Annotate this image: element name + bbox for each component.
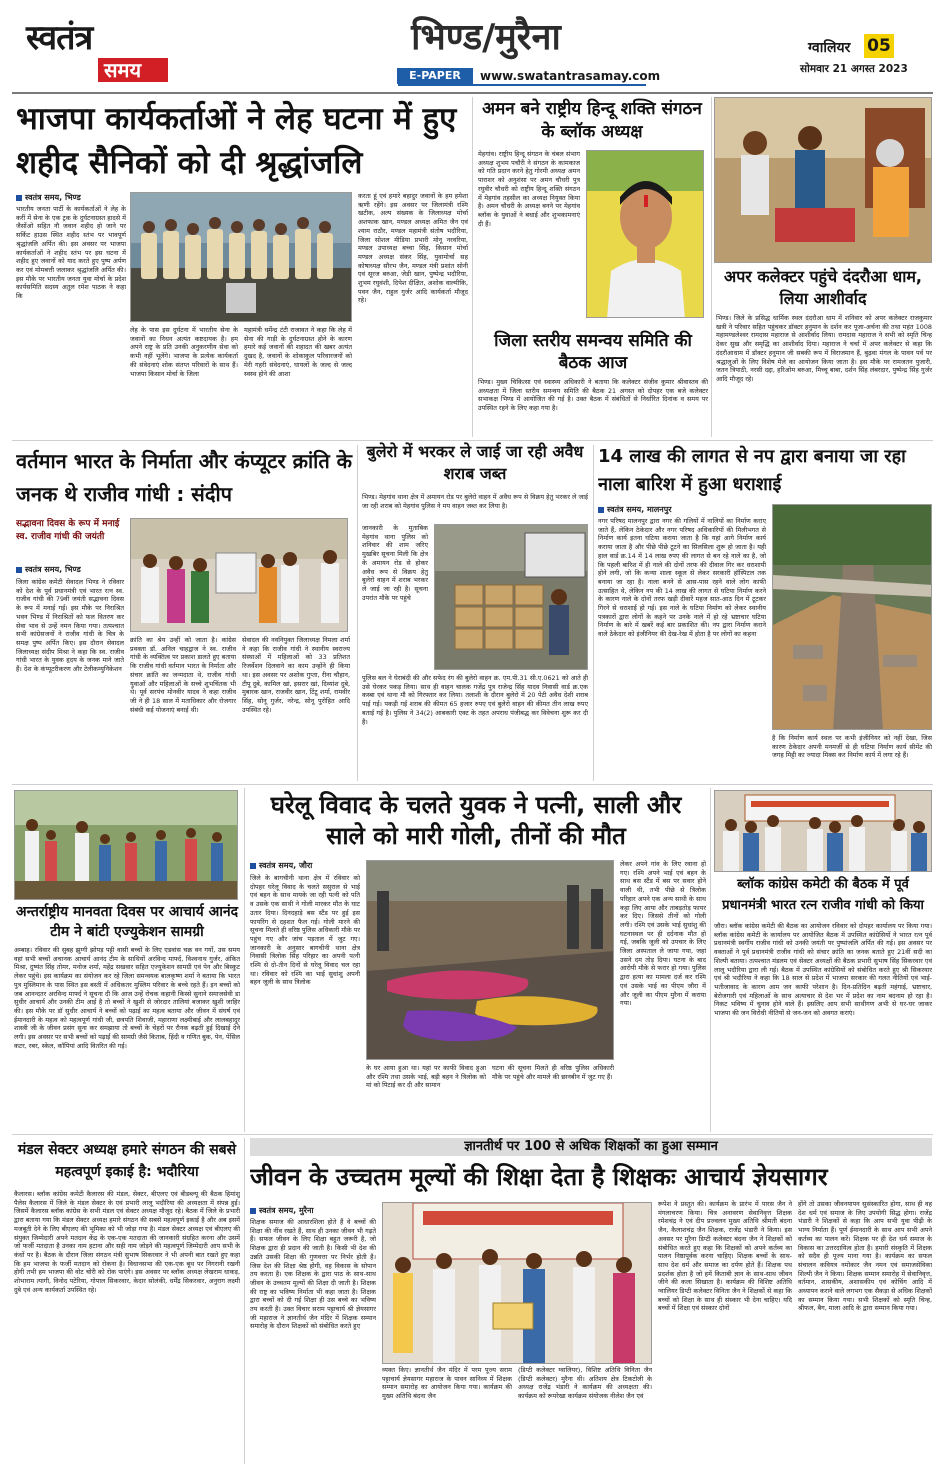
leh-text-col2: लेह के पास इस दुर्घटना में भारतीय सेना के जवानों का निधन अत्यंत कष्टदायक है। हम अपने राष्ट्र के प्रति उनकी अनुकरणीय सेवा को कभी नहीं भूलेंगे। भाजपा के प्रत्येक कार्यकर्ता की संवेदनाएं शोक संतप्त परिवारों के साथ हैं। भाजपा किसान मोर्चा के जिला: [130, 326, 238, 378]
bolero-headline: बुलेरो में भरकर ले जाई जा रही अवैध शराब जब्त: [366, 442, 584, 483]
gharelu-text-col3: घटना की सूचना मिलते ही वरिष्ठ पुलिस अधिकारी मौके पर पहुंचे और मामले की छानबीन में जुट गए हैं।: [492, 1064, 614, 1081]
mandal-headline: मंडल सेक्टर अध्यक्ष हमारे संगठन की सबसे महत्वपूर्ण इकाई है: भदौरिया: [17, 1142, 237, 1180]
bolero-text-col1: जानकारी के मुताबिक मेहगांव थाना पुलिस को शनिवार की शाम जरिए मुखबिर सूचना मिली कि क्षेत्र के अमायन रोड से होकर अवैध रूप से विक्रय हेतु बुलेरो वाहन में शराब भरकर ले जाई जा रही है। सूचना उपरांत मौके पर पहुंचे: [362, 524, 428, 602]
aman-text: मेहगांव। राष्ट्रीय हिन्दू संगठन के चंबल संभाग अध्यक्ष शुभम पचौरी ने संगठन के कामकाज को गति प्रदान करने हेतु गोरमी अध्यक्ष अमन पाराशर को अनुशंसा पर अमन चौधरी पुत्र रघुवीर चौधरी को राष्ट्रीय हिन्दू शक्ति संगठन में मेहगांव तहसील का अध्यक्ष नियुक्त किया है। अमन चौधरी के अध्यक्ष बनने पर मेहगांव ब्लॉक के युवाओं ने बधाई और शुभकामनाएं दी हैं।: [478, 150, 580, 228]
masthead: [0, 0, 945, 92]
shikshak-text-col2: (डिप्टी कलेक्टर ग्वालियर), विशिष्ट अतिथि विनिता जैन (डिप्टी कलेक्टर) मुरैना थी। अतिशय क्षेत्र टिकटोली के अध्यक्ष राजेंद्र भंडारी ने कार्यक्रम की अध्यक्षता की। कार्यक्रम को रूपरेखा कार्यक्रम संयोजक नीलेश जैन एवं: [518, 1366, 652, 1401]
website-url[interactable]: www.swatantrasamay.com: [480, 69, 661, 83]
rajiv-text-col2: क्रांति का श्रेय उन्हीं को जाता है। कांग्रेस प्रवक्ता डॉ. अनिल चाहद्वाज ने स्व. राजीव गांधी के व्यक्तित्व पर प्रकाश डालते हुए बताया कि राजीव गांधी वर्तमान भारत के निर्माता और संचार क्रांति का जन्मदाता थे, राजीव गांधी युवाओं और महिलाओं के सच्चे शुभचिंतक भी थे। पूर्व सरपंच मोनवीर यादव ने कहा राजीव जी ने ही 18 साल में मताधिकार और रोजगार संबंधी कई योजनाएं बनाई थी।: [130, 636, 236, 714]
rajiv-subhead: सद्भावना दिवस के रूप में मनाई स्व. राजीव गांधी की जयंती: [16, 519, 120, 542]
divider-rajiv-right: [357, 445, 358, 781]
logo-bottom-text: समय: [104, 58, 142, 82]
shikshak-text-col1b: व्यक्त किए। ज्ञानतीर्थ जैन मंदिर में परम पूज्य सराम पट्टाचार्य ज्ञेयसागर महाराज के पावन सानिध्य में शिक्षक सम्मान समारोह का आयोजन किया गया। कार्यक्रम की मुख्य अतिथि बंदना जैन: [382, 1366, 512, 1401]
masthead-bottom-rule: [12, 92, 933, 94]
gharelu-text-col2: के घर आया हुआ था। यहां पर काफी विवाद हुआ और रश्मि तथा उसके भाई, बड़ी बहन ने त्रिलोक को मां को पिटाई कर दी और सामान: [366, 1064, 486, 1090]
masthead-rule: [398, 84, 646, 86]
shikshak-headline: जीवन के उच्चतम मूल्यों की शिक्षा देता है शिक्षकः आचार्य ज्ञेयसागर: [250, 1163, 828, 1191]
samanvay-headline: जिला स्तरीय समन्वय समिति की बैठक आज: [494, 331, 692, 373]
epaper-badge: E-PAPER: [397, 68, 473, 84]
edition-title: भिण्ड/मुरैना: [411, 17, 561, 58]
divider-bolero-right: [593, 445, 594, 781]
nala-byline: स्वतंत्र समय, मालनपुर: [598, 504, 758, 515]
shikshak-text-col1: शिक्षक समाज की आधारशिला होते हैं वे बच्चों की शिक्षा की नींव रखते हैं, साथ ही उनका जीवन भी गढ़ते हैं। सफल जीवन के लिए शिक्षा बहुत जरूरी है, जो शिक्षक द्वारा ही प्रदान की जाती है। किसी भी देश की उन्नति उसकी शिक्षा की गुणवत्ता पर निर्भर होती है। जिस देश की शिक्षा श्रेष्ठ होगी, वह विकास के सोपान तय करता है। एक शिक्षक के द्वारा पाठ के साथ-साथ जीवन के उच्चतम मूल्यों की शिक्षा दी जाती है। शिक्षक की राष्ट्र का भविष्य निर्माता भी कहा जाता है। शिक्षक द्वारा बच्चों को दी गई शिक्षा ही उस बच्चे का भविष्य तय करती है। उक्त विचार सराम पट्टाचार्य श्री ज्ञेयसागर जी महाराज ने ज्ञानतीर्थ जैन मंदिर में शिक्षक सम्मान समारोह के दौरान शिक्षकों को संबोधित करते हुए: [250, 1218, 376, 1331]
leh-tribute-photo: [130, 192, 352, 322]
nala-headline: 14 लाख की लागत से नप द्वारा बनाया जा रहा नाला बारिश में हुआ धराशाई: [598, 446, 906, 495]
rajiv-headline: वर्तमान भारत के निर्माता और कंप्यूटर क्रांति के जनक थे राजीव गांधी : संदीप: [16, 449, 353, 506]
rajiv-text-col1: जिला कांग्रेस कमेटी सेवादल भिण्ड ने रविवार को देश के पूर्व प्रधानमंत्री एवं भारत रत्न स्व. राजीव गांधी की 79वीं जयंती सद्भावना दिवस के रूप में मनाई गई। इस मौके पर निराश्रित भवन भिण्ड में निराश्रितों को फल वितरण कर सेवा भाव से उन्हें नमन किया गया। तत्पश्चात सभी कांग्रेसजनों ने राजीव गांधी के चित्र के समक्ष पुष्प अर्पित किए। इस दौरान सेवादल जिलाध्यक्ष संदीप मिश्रा ने कहा कि स्व. राजीव गांधी भारत के युवक हृदय के जनक माने जाते हैं। देश के कंप्यूटरीकरण और टेलीकम्युनिकेशन: [16, 578, 124, 674]
leh-text-col4: करता हूं एवं हमारे बहादुर जवानों के हम हमेशा ऋणी रहेंगे। इस अवसर पर जिलामंत्री रश्मि खटीक, अल्प संख्यक के जिलाध्यक्ष मोर्चा अशफाक खान, मण्डल अध्यक्ष अमित जैन एवं श्याम राठौर, मण्डल महामंत्री संतोष भदौरिया, जिला सोशल मीडिया प्रभारी मोनू नरवरिया, मण्डल उपाध्यक्ष बच्चा सिंह, किसान मोर्चा मण्डल अध्यक्ष संकर सिंह, युवामोर्चा सह कोषाध्यक्ष सौरभ जैन, मण्डल मंत्री प्रशांत सोनी एवं सूरज बरुआ, जेडी खान, पुष्पेन्द्र भदौरिया, शुभम रघुवंशी, दिपेश दीक्षित, अशोक वाल्मीकि, पवन जैन, राहुल गुर्जर आदि कार्यकर्ता मौजूद रहे।: [358, 192, 468, 305]
row2-bottom-rule: [12, 784, 933, 785]
manavta-text: अम्बाह। रविवार की सुबह झुग्गी झोपड़ पट्टी वासी बच्चों के लिए एडवांस चक्र वन गर्यो, उस समय वहां सभी बच्चों अचानक आचार्य आनंद टीम के साथियों अरविन्द मार्फ्द, विश्वनाथ गुर्जर, अंकित मिश्रा, दुष्यंत सिंह तोमर, मनोज शर्मा, महेंद्र सखवार सहित एज्युकेशन सामग्री एवं पेन और बिस्कुट लेकर पहुंचे। इस कार्यक्रम का संयोजन कर रहे जिला समन्वयक बालकृष्ण शर्मा ने बताया कि भारत पुत्र मुस्लिमान के पास स्थित इस बस्ती में अधिकतर मुस्लिम परिवार के बच्चे रहते हैं। इन बच्चों को जब आनन्दतर अरविन्द मार्फ्द ने सूचना दी कि आज उन्हें रोचक कहानी किस्से सुनाने समाजसेवी डा सुधीर आचार्य और उनकी टीम आई है तो बच्चों ने खुशी से जोरदार तालियां बजाकर खुशी जाहिर की। इस मौके पर डॉ सुधीर आचार्य ने बच्चों को पढ़ाई का महत्व बताया और जीवन में संघर्ष एवं ईमानदारी के महत्व को महत्वपूर्ण गांधी जी, छत्रपति शिवाजी, महाराणा लक्ष्मीबाई और लालबहादुर शास्त्री जी के जीवन प्रसंग सुना कर समझाया तो बच्चों के चेहरों पर रौनक बढ़ती हुई दिखाई देने लगी। इस अवसर पर सभी बच्चों को पढ़ाई की सामग्री जैसे किताब, हिंदी व गणित बुक, पेन, पेंसिल कटर, रबर, स्केल, कॉपियां आदि वितरित की गई।: [14, 946, 240, 1050]
divider-mandal-right: [244, 1138, 245, 1464]
rajiv-jayanti-photo: [130, 518, 348, 632]
newspaper-logo[interactable]: [26, 18, 176, 82]
divider-gharelu-right: [710, 788, 711, 1132]
shikshak-text-col3: रूपेश ने प्रस्तुत की। कार्यक्रम के प्रारंभ में पारस जैन ने मंगलाचरण किया। चित्र अनावरण सेवानिवृत्त शिक्षक रमेशचंद्र ने एवं दीप प्रज्वलन मुख्य अतिथि श्रीमती बंदना जैन, कैलाशचंद्र जैन शिक्षक, राजेंद्र भंडारी ने किया। इस अवसर पर मुरैना डिप्टी कलेक्टर बंदना जैन ने शिक्षकों को संबोधित करते हुए कहा कि शिक्षकों को अपने कर्तव्य का पालन निष्ठापूर्वक करना चाहिए। शिक्षक बच्चों के साथ-साथ देश धर्म और समाज का दर्पण होते हैं। शिक्षक पथ प्रदर्शक होता है जो हमें किताबी ज्ञान के साथ-साथ जीवन जीने की कला सिखाता है। कार्यक्रम की विशिष्ट अतिथि ग्वालियर डिप्टी कलेक्टर विनिता जैन ने शिक्षकों से कहा कि बच्चों को शिक्षा के साथ ही संस्कार भी देना चाहिए। यदि बच्चों में शिक्षा एवं संस्कार दोनों: [658, 1200, 792, 1313]
leh-headline: भाजपा कार्यकर्ताओं ने लेह घटना में हुए शहीद सैनिकों को दी श्रृद्धांजलि: [16, 101, 457, 181]
shikshak-text-col4: होंगे तो उसका जीवनयापन सुसंस्कारित होगा, साथ ही वह देश धर्म एवं समाज के लिए उपयोगी सिद्ध होगा। राजेंद्र भंडारी ने शिक्षकों से कहा कि आप सभी युवा पीढ़ी के भाग्य निर्माता हैं। पूर्ण ईमानदारी के साथ आप सभी अपने कर्तव्य का पालन करें। शिक्षक पर ही देश धर्म समाज के विकास का उत्तरदायित्व होता है। हमारी संस्कृति में शिक्षक को सदैव ही पूज्य माना गया है। कार्यक्रम का सफल संचालन कवियत्र नमोकार जैन नमन एवं समाजसेविका शिल्पी जैन ने किया। शिक्षक सम्मान समारोह में सेवानिवृत्त, वर्तमान, शासकीय, अशासकीय एवं कोचिंग आदि में अध्यापन कराने वाले लगभग एक सैकड़ा से अधिक शिक्षकों का सम्मान किया गया। सभी शिक्षकों को स्मृति चिन्ह, श्रीफल, बैग, माला आदि के द्वारा सम्मान किया गया।: [798, 1200, 932, 1313]
page-number: 05: [867, 36, 891, 56]
bolero-lead: भिण्ड। मेहगांव थाना क्षेत्र में अमायन रोड पर बुलेरो वाहन में अवैध रूप से विक्रय हेतु भरकर ले जाई जा रही शराब को मेहगांव पुलिस ने मय वाहन जब्त कर लिया है।: [362, 493, 588, 510]
leh-byline: स्वतंत्र समय, भिण्ड: [16, 192, 136, 203]
shikshak-byline: स्वतंत्र समय, मुरैना: [250, 1205, 360, 1216]
crime-scene-photo: [366, 860, 614, 1060]
manavta-children-photo: [14, 790, 238, 900]
nala-side-text: है कि निर्माण कार्य स्थल पर कभी इंजीनियर को नहीं देखा, जिस कारण ठेकेदार अपनी मनमर्जी से ही घटिया निर्माण कार्य सीमेंट की जगह मिट्टी का ज्यादा मिक्स कर निर्माण कार्य में लगा रहे हैं।: [772, 734, 932, 760]
manavta-headline: अन्तर्राष्ट्रीय मानवता दिवस पर आचार्य आनंद टीम ने बांटी एज्युकेशन सामग्री: [15, 904, 239, 940]
collapsed-drain-photo: [772, 504, 932, 730]
divider-manavta-right: [244, 788, 245, 1132]
row3-bottom-rule: [12, 1134, 933, 1135]
leh-text-col3: महामंत्री धर्मेन्द्र टंटी राजावत ने कहा कि लेह में सेना की गाड़ी के दुर्घटनाग्रस्त होने के कारण हमारे कई जवानों की शहादत की खबर अत्यंत दुखद है, जवानों के शोकाकुल परिवारजनों को मेरी गहरी संवेदनाएं, घायलों के जल्द से जल्द स्वस्थ होने की आशा: [244, 326, 352, 378]
divider-aman-right: [711, 97, 712, 437]
gharelu-byline: स्वतंत्र समय, जौरा: [250, 860, 360, 871]
block-congress-text: जौरा। ब्लॉक कांग्रेस कमेटी की बैठक का आयोजन रविवार को दोपहर कार्यालय पर किया गया। ब्लॉक कांग्रेस कमेटी के कार्यालय पर आयोजित बैठक में उपस्थित कांग्रेसियों ने भारत रत्न पूर्व प्रधानमंत्री स्वर्गीय राजीव गांधी को उनकी जयंती पर पुष्पांजलि अर्पित की गई। इस अवसर पर वक्ताओं ने पूर्व प्रधानमंत्री राजीव गांधी को संचार क्रांति का जनक बताते हुए 21वीं सदी का शिल्पी बताया। तत्पश्चात मंडलम एवं सेक्टर अध्यक्षों की बैठक प्रभारी सुभाष सिंह सिकरवार एवं लालू भदौरिया द्वारा ली गई। बैठक में उपस्थित कांग्रेसियों को संबोधित करते हुए श्री सिकरवार एवं श्री भदौरिया ने कहा कि 18 साल से प्रदेश में भाजपा सरकार की गलत नीतियों एवं भाई-भतीजावाद के कारण आम जन काफी परेशान है। दिन-प्रतिदिन बढ़ती महंगाई, भ्रष्टाचार, बेरोजगारी एवं महिलाओं के साथ अत्याचार से देश भर में प्रदेश का नाम बदनाम हो रहा है। निकट भविष्य में चुनाव होने वाले हैं। इसलिए आप सभी साथीगण अभी से घर-घर जाकर भाजपा की जन विरोधी नीतियों से जन-जन को अवगत कराएं।: [714, 922, 932, 1018]
city-label: ग्वालियर: [808, 40, 851, 56]
divider-leh-right: [472, 97, 473, 437]
leh-text-col1: भारतीय जनता पार्टी के कार्यकर्ताओं ने लेह के करीं में सेना के एक ट्रक के दुर्घटनाग्रस्त हादसे में जैसोंओ सहित नौ जवान शहीद हो जाने पर सर्किट हाउस स्थित शहीद स्तंभ पर भावपूर्ण श्रृद्धांजलि अर्पित की। इस अवसर पर भाजपा कार्यकर्ताओं ने शहीद स्तंभ पर इस घटना में शहीद हुए जवानों को याद करते हुए पुष्प अर्पण कर एवं मोमबत्ती जलाकर श्रृद्धांजलि अर्पित की। इस मौके पर भारतीय जनता युवा मोर्चा के प्रदेश कार्यसमिति सदस्य अतुल रमेश पाठक ने कहा कि: [16, 205, 126, 301]
teacher-felicitation-photo: [382, 1202, 652, 1364]
apar-headline: अपर कलेक्टर पहुंचे दंदरौआ धाम, लिया आशीर्वाद: [723, 267, 922, 308]
aman-headline: अमन बने राष्ट्रीय हिन्दू शक्ति संगठन के ब्लॉक अध्यक्ष: [482, 99, 702, 142]
block-congress-meeting-photo: [714, 790, 932, 872]
logo-top-text: स्वतंत्र: [26, 18, 93, 58]
samanvay-text: भिण्ड। मुख्य चिकित्सा एवं स्वास्थ्य अधिकारी ने बताया कि कलेक्टर संजीव कुमार श्रीवास्तव की अध्यक्षता में जिला स्तरीय समन्वय समिति की बैठक 21 अगस्त को दोपहर एक बजे कलेक्टर सभाकक्ष भिण्ड में आयोजित की गई है। उक्त बैठक में संबंधितों से निर्धारित दिनांक व समय पर उपस्थित रहने के लिए कहा गया है।: [478, 378, 708, 413]
seized-liquor-photo: [434, 524, 588, 670]
shikshak-kicker: ज्ञानतीर्थ पर 100 से अधिक शिक्षकों का हुआ सम्मान: [464, 1139, 718, 1154]
nala-text: नगर परिषद मालनपुर द्वारा नगर की गलियों में नालियों का निर्माण कराए जाते हैं, लेकिन ठेकेदार और नगर परिषद अधिकारियों की मिलीभगत से निर्माण कार्य इतना घटिया कराया जाता है कि यहां आगे निर्माण कार्य कराया जाता है और पीछे पीछे टूटने का सिलसिला शुरू हो जाता है। यही हाल वार्ड क्र.14 में 14 लाख रुपए की लागत से बन रहे नाले का है, जो कि पहली बारिश में ही नाले की दोनों तरफ की दीवाल गिर कर धराशायी होने लगी, जो कि कन्या शाला स्कूल से लेकर सरकारी हॉस्पिटल तक बनाया जा रहा है। नाला बनने से आस-पास रहने वाले लोग काफी उत्साहित थे, लेकिन नप की 14 लाख की लागत से घटिया निर्माण करने के कारण नाले के दोनों तरफ खड़ी दीवारें महज सात-आठ दिन में टूटकर गिरने से धराशाई हो गई। इस नाले के घटिया निर्माण को लेकर स्थानीय पत्रकारों द्वारा लोगों के कहने पर उनके नाले में हो रहे भ्रष्टाचार घटिया निर्माण के बारे में खबरें कई बार प्रकाशित की। नप द्वारा निर्माण कराने वाले ठेकेदार को इंजीनियर की देख-रेख में होता है पर लोगों का कहना: [598, 517, 766, 639]
rajiv-byline: स्वतंत्र समय, भिण्ड: [16, 564, 126, 575]
block-congress-headline: ब्लॉक कांग्रेस कमेटी की बैठक में पूर्व प्रधानमंत्री भारत रत्न राजीव गांधी को किया: [722, 877, 924, 913]
issue-date: सोमवार 21 अगस्त 2023: [800, 63, 908, 75]
gharelu-headline: घरेलू विवाद के चलते युवक ने पत्नी, साली और साले को मारी गोली, तीनों की मौत: [270, 791, 682, 850]
mandal-text: कैलारस। ब्लॉक कांग्रेस कमेटी कैलारस की मंडल, सेक्टर, बीएलए एवं बीडब्ल्यू की बैठक हिमांशु पैलेस कैलारस में जिले के मंडल सेक्टर के एवं प्रभारी लालू भदौरिया की अध्यक्षता में संपन्न हुई। जिसमें कैलारस ब्लॉक कांग्रेस के सभी मंडल एवं सेक्टर अध्यक्ष मौजूद रहे। बैठक में जिले के प्रभारी द्वारा बताया गया कि मंडल सेक्टर अध्यक्ष हमारे संगठन की सबसे महत्वपूर्ण इकाई है और अब इसमें मजबूती देने के लिए बीएलए की भूमिका को भी जोड़ा गया है। मंडल सेक्टर अध्यक्ष एवं बीएलए की संयुक्त जिम्मेदारी अपने मतदान केंद्र के एक-एक मतदाता की जानकारी संग्रहित करना और उसमें जो फर्जी मतदाता है उनका नाम हटाना और सही नाम जोड़ने की महत्वपूर्ण जिम्मेदारी आप सभी के कंधों पर है। बैठक के दौरान जिला संगठन मंत्री सुभाष सिकरवार ने भी अपनी बात रखते हुए कहा कि हम भाजपा के फर्जी मतदान को रोकना है। विधानसभा की एक-एक बूथ पर निगरानी रखनी होगी तभी हम भाजपा की वोट चोरी को रोक पाएंगे। इस अवसर पर ब्लॉक अध्यक्ष लेखराम धाकड़, शोभाराम त्यागी, विनोद पटेरिया, गोपाल सिकरवार, केदार सोलंकी, धर्मेंद्र सिकरवार, अनुराग लक्ष्मी दुबे एवं अन्य कार्यकर्ता उपस्थित रहे।: [14, 1190, 240, 1294]
aman-portrait: [586, 150, 704, 318]
bolero-text-wide: पुलिस बल ने घेराबंदी की और सफेद रंग की बुलेरो वाहन क्र. एम.पी.31 सी.ए.0621 को आते ही उसे घेरकर पकड़ लिया। साथ ही वाहन चालक गजेंद्र पुत्र राजेन्द्र सिंह यादव निवासी वार्ड क्र.एक कस्बा एवं थाना मौ को गिरफ्तार कर लिया। तलाशी के दौरान बुलेरो में 20 पेटी अवैध देशी शराब पाई गई। पकड़ी गई शराब की कीमत 65 हजार रुपए एवं बुलेरो वाहन की कीमत तीन लाख रुपए बताई गई है। पुलिस ने 34(2) आबकारी एक्ट के तहत अपराध पंजीबद्ध कर विवेचना शुरू कर दी है।: [362, 674, 588, 726]
rajiv-text-col3: सेवादल की नवनियुक्त जिलाध्यक्ष निमला शर्मा ने कहा कि राजीव गांधी ने स्थानीय स्वराज्य संस्थाओं में महिलाओं को 33 प्रतिशत रिजर्वेशन दिलवाने का काम उन्होंने ही किया था। इस अवसर पर अशोक गुप्ता, रीना चौहान, टीपू दुबे, कामिल खां, इसरार खां, दिव्यांश दुबे, मुबारक खान, राजवीर खान, टिंटू शर्मा, रामवीर सिंह, सोनू गुर्जर, नरेन्द्र, सोनू पुरोहित आदि उपस्थित रहे।: [242, 636, 350, 714]
apar-text: भिण्ड। जिले के प्रसिद्ध धार्मिक स्थल दंदरौआ धाम में शनिवार को अपर कलेक्टर राजकुमार खत्री ने परिवार सहित पहुंचकर डॉक्टर हनुमान के दर्शन कर पूजा-अर्चना की तथा महंत 1008 महामण्डलेश्वर रामदास महाराज से आशीर्वाद लिया। रामदास महाराज ने सभी को स्मृति चिन्ह देकर सुख और समृद्धि का आशीर्वाद दिया। महाराज ने चर्चा में अपर कलेक्टर से कहा कि दंदरौआधाम में डॉक्टर हनुमान जी सबकी रूप में विराजमान हैं, बुढ़वा मंगल के पावन पर्व पर श्रद्धालुओं के लिए विशेष मेले का आयोजन किया जाता है। इस मौके पर रामजतन पुजारी, जतन त्रिपाठी, नरसी दद्दा, हरिओम बरुआ, मिच्चू बाबा, दर्शन सिंह लंबरदार, पुष्पेन्द्र सिंह गुर्जर आदि मौजूद रहे।: [716, 314, 932, 383]
gharelu-text-col1: जिले के बागचीनी थाना क्षेत्र में रविवार को दोपहर घरेलू विवाद के चलते ससुराल से भाई एवं बहन के साथ मायके जा रही पत्नी को पति व उसके एक साथी ने गोली मारकर मौत के घाट उतार दिया। दिनदहाड़े बस स्टैंड पर हुई इस फायरिंग से दहशत फैल गई। गोली मारने की सूचना मिलते ही वरिष्ठ पुलिस अधिकारी मौके पर पहुंच गए और जांच पड़ताल में जुट गए। जानकारी के अनुसार बागचीनी थाना क्षेत्र निवासी त्रिलोक सिंह परिहार का अपनी पत्नी रश्मि से दो-तीन दिनों से घरेलू विवाद चल रहा था। रविवार को रश्मि का भाई सुधांशु अपनी बहन जूली के साथ त्रिलोक: [250, 874, 360, 987]
gharelu-text-col4: लेकर अपने गांव के लिए रवाना हो गए। रश्मि अपने भाई एवं बहन के साथ बस स्टैंड में बस पर सवार होने वाली थी, तभी पीछे से त्रिलोक परिहार अपने एक अन्य साथी के साथ कट्टा लिए आया और ताबड़तोड़ फायर कर दिए। जिससे तीनों को गोली लगी। रश्मि एवं उसके भाई सुधांशु की घटनास्थल पर ही दर्दनाक मौत हो गई, जबकि जूली को उपचार के लिए जिला अस्पताल ले जाया गया, जहां उसने दम तोड़ दिया। घटना के बाद आरोपी मौके से फरार हो गया। पुलिस द्वारा हत्या का मामला दर्ज कर रश्मि एवं उसके भाई का पीएम जौरा में और जूली का पीएम मुरैना में कराया गया।: [620, 860, 706, 1008]
dandraua-dham-photo: [714, 97, 932, 263]
